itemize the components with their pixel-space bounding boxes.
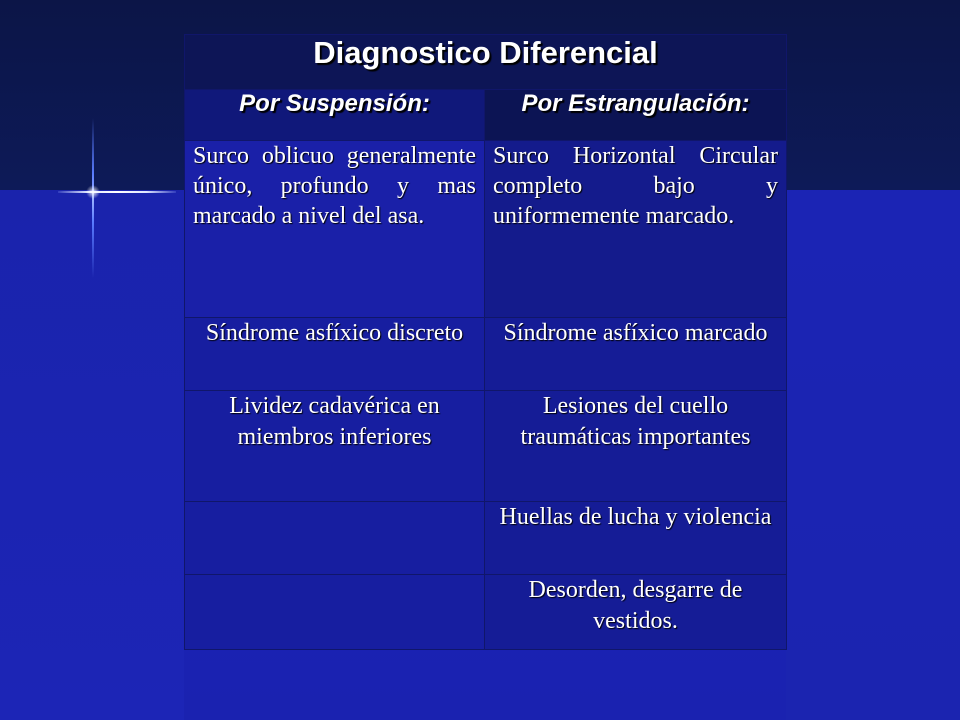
table-row: [185, 502, 787, 575]
cell-strangulation: Surco Horizontal Circular completo bajo y uniformemente marcado.: [485, 141, 787, 318]
cell-suspension: Surco oblicuo generalmente único, profundo y mas marcado a nivel del asa.: [185, 141, 485, 318]
differential-diagnosis-table: [184, 34, 787, 650]
header-suspension: Por Suspensión:: [185, 90, 485, 141]
table-row: [185, 318, 787, 391]
table-row: [185, 391, 787, 502]
cell-suspension: Síndrome asfíxico discreto: [185, 318, 485, 391]
table-header-row: [185, 90, 787, 141]
cell-strangulation: Huellas de lucha y violencia: [485, 502, 787, 575]
cell-strangulation: Síndrome asfíxico marcado: [485, 318, 787, 391]
table-row: [185, 575, 787, 650]
slide-background-right: [786, 190, 960, 720]
table-title: Diagnostico Diferencial: [185, 35, 787, 90]
cell-strangulation: Desorden, desgarre de vestidos.: [485, 575, 787, 650]
cell-suspension: Lividez cadavérica en miembros inferiores: [185, 391, 485, 502]
cell-strangulation: Lesiones del cuello traumáticas importantes: [485, 391, 787, 502]
table-row: [185, 141, 787, 318]
cell-suspension: [185, 575, 485, 650]
table-title-row: [185, 35, 787, 90]
cell-suspension: [185, 502, 485, 575]
decorative-horizontal-line: [58, 191, 176, 193]
header-strangulation: Por Estrangulación:: [485, 90, 787, 141]
decorative-sparkle: [86, 185, 100, 199]
